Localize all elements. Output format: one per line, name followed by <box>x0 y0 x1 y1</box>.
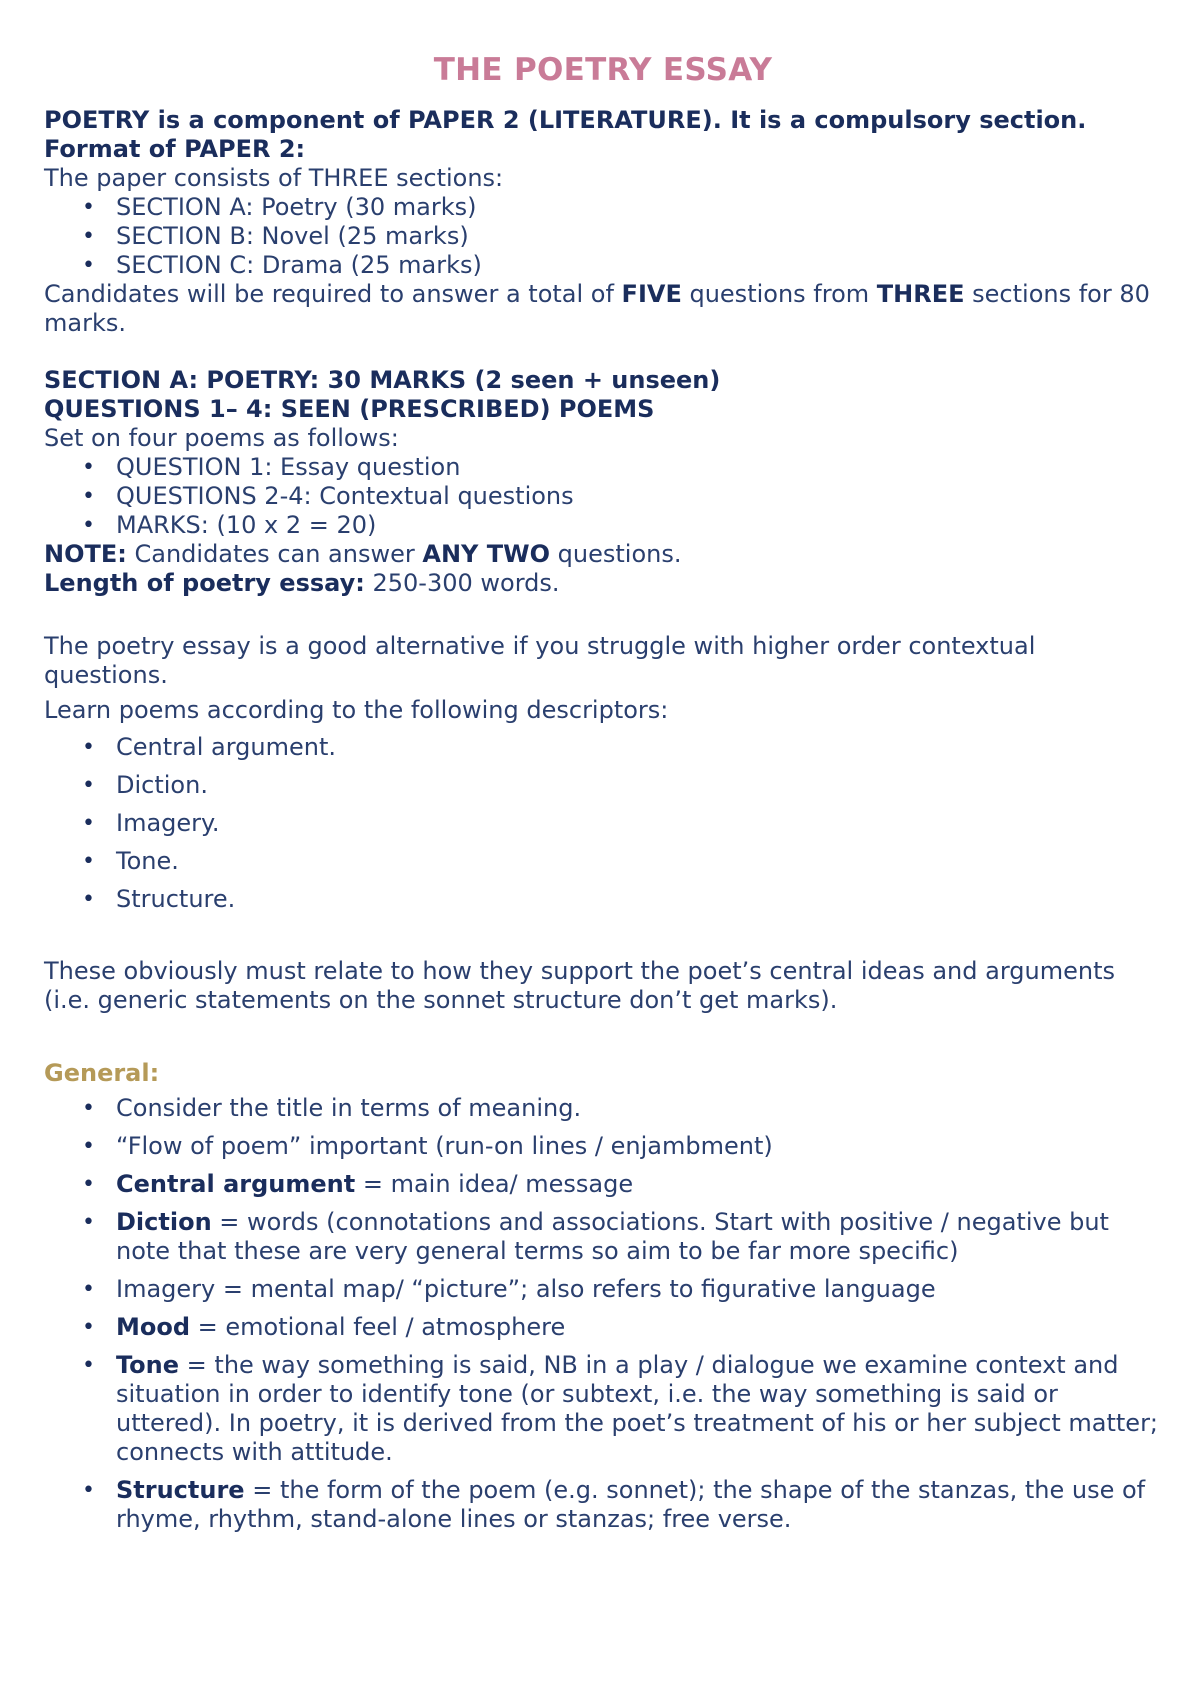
list-item: • Imagery. <box>116 809 1162 838</box>
list-item <box>116 1170 1162 1199</box>
note-label: NOTE: <box>44 540 127 568</box>
list-item: • Central argument. <box>116 733 1162 762</box>
list-item: • QUESTION 1: Essay question <box>116 453 1162 482</box>
general-heading: General: <box>44 1059 160 1087</box>
candidates-three: THREE <box>876 280 965 308</box>
list-item: • Tone. <box>116 847 1162 876</box>
list-item: • “Flow of poem” important (run-on lines / enjambment) <box>116 1132 1162 1161</box>
spacer <box>44 598 1162 632</box>
sections-list <box>44 193 1162 280</box>
candidates-text-c: sections for 80 marks. <box>44 280 1150 337</box>
list-item: • Structure. <box>116 885 1162 914</box>
intro-line: POETRY is a component of PAPER 2 (LITERATURE). It is a compulsory section. <box>44 106 1087 134</box>
item-label: Structure <box>116 1476 245 1504</box>
consists-line: The paper consists of THREE sections: <box>44 164 504 192</box>
spacer <box>44 1015 1162 1059</box>
list-item: • SECTION C: Drama (25 marks) <box>116 251 1162 280</box>
note-text-a: Candidates can answer <box>126 540 423 568</box>
list-item: • Diction. <box>116 771 1162 800</box>
item-label: Tone <box>116 1351 180 1379</box>
list-item: • SECTION A: Poetry (30 marks) <box>116 193 1162 222</box>
list-item <box>116 1476 1162 1534</box>
relate-paragraph: These obviously must relate to how they support the poet’s central ideas and arguments (i.e. generic statements on the sonnet structure don’t get marks). <box>44 957 1115 1014</box>
section-a-heading: SECTION A: POETRY: 30 MARKS (2 seen + unseen) <box>44 366 721 394</box>
item-text: = words (connotations and associations. Start with positive / negative but note that these are very general terms so aim to be far more specific) <box>116 1208 1109 1265</box>
alternative-paragraph: The poetry essay is a good alternative if you struggle with higher order contextual questions. <box>44 632 1036 689</box>
questions-heading: QUESTIONS 1– 4: SEEN (PRESCRIBED) POEMS <box>44 395 655 423</box>
candidates-line <box>44 280 1162 338</box>
page-title: THE POETRY ESSAY <box>433 52 773 88</box>
item-label: Central argument <box>116 1170 356 1198</box>
list-item: • MARKS: (10 x 2 = 20) <box>116 511 1162 540</box>
candidates-five: FIVE <box>621 280 682 308</box>
list-item <box>116 1208 1162 1266</box>
list-item: • SECTION B: Novel (25 marks) <box>116 222 1162 251</box>
descriptors-list <box>44 733 1162 914</box>
questions-list <box>44 453 1162 540</box>
note-text-b: questions. <box>550 540 682 568</box>
list-item: • Imagery = mental map/ “picture”; also refers to figurative language <box>116 1275 1162 1304</box>
list-item: • Consider the title in terms of meaning. <box>116 1094 1162 1123</box>
length-label: Length of poetry essay: <box>44 569 365 597</box>
list-item <box>116 1313 1162 1342</box>
spacer <box>44 338 1162 366</box>
candidates-text-b: questions from <box>681 280 877 308</box>
set-on-line: Set on four poems as follows: <box>44 424 399 452</box>
candidates-text-a: Candidates will be required to answer a total of <box>44 280 622 308</box>
list-item: • QUESTIONS 2-4: Contextual questions <box>116 482 1162 511</box>
general-list <box>44 1094 1162 1534</box>
item-text: = the form of the poem (e.g. sonnet); the shape of the stanzas, the use of rhyme, rhythm, stand-alone lines or stanzas; free verse. <box>116 1476 1146 1533</box>
note-bold: ANY TWO <box>422 540 551 568</box>
item-label: Mood <box>116 1313 191 1341</box>
length-line <box>44 569 1162 598</box>
note-line <box>44 540 1162 569</box>
item-label: Diction <box>116 1208 212 1236</box>
format-heading: Format of PAPER 2: <box>44 135 306 163</box>
item-text: = main idea/ message <box>355 1170 634 1198</box>
list-item <box>116 1351 1162 1467</box>
item-text: = the way something is said, NB in a play / dialogue we examine context and situation in order to identify tone (or subtext, i.e. the way something is said or uttered). In poetry, it is derived from the poet’s treatment of his or her subject matter; connects with attitude. <box>116 1351 1159 1466</box>
item-text: = emotional feel / atmosphere <box>190 1313 566 1341</box>
length-value: 250-300 words. <box>364 569 560 597</box>
learn-line: Learn poems according to the following descriptors: <box>44 696 669 724</box>
spacer <box>44 923 1162 957</box>
